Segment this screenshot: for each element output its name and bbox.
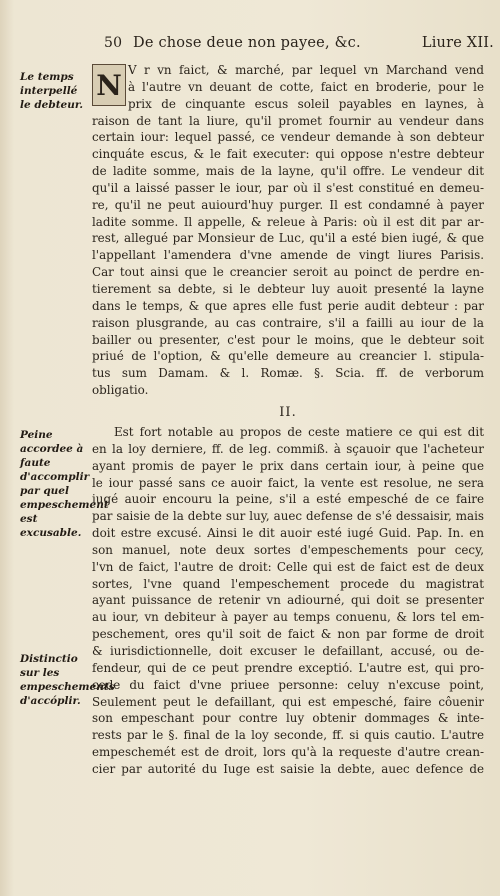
- text-line: cinquáte escus, & le fait executer: qui oppose n'estre debteur: [92, 147, 484, 162]
- text-line: son manuel, note deux sortes d'empeschements pour cecy,: [92, 542, 484, 557]
- text-line: prix de cinquante escus soleil payables en laynes, à: [128, 96, 484, 111]
- text-line: V r vn faict, & marché, par lequel vn Marchand vend: [128, 63, 484, 77]
- text-line: priué de l'option, & qu'elle demeure au creancier l. stipula-: [92, 349, 484, 364]
- text-line: dans le temps, & que apres elle fust perie audit debteur : par: [92, 298, 484, 313]
- text-line: tierement sa debte, si le debteur luy auoit presenté la layne: [92, 281, 484, 296]
- section-number: II.: [279, 405, 297, 420]
- running-title: De chose deue non payee, &c.: [133, 35, 361, 51]
- text-line: tus sum Damam. & l. Romæ. §. Scia. ff. de verborum: [92, 366, 484, 381]
- text-line: rest, allegué par Monsieur de Luc, qu'il a esté bien iugé, & que: [92, 231, 484, 246]
- text-line: empeschemét est de droit, lors qu'à la requeste d'autre crean-: [92, 745, 484, 760]
- text-line: l'appellant l'amendera d'vne amende de vingt liures Parisis.: [92, 248, 484, 263]
- text-line: cede du faict d'vne priuee personne: celuy n'excuse point,: [92, 677, 484, 692]
- drop-cap: N: [92, 64, 126, 106]
- text-line: au iour, vn debiteur à payer au temps conuenu, & lors tel em-: [92, 610, 484, 625]
- text-line: Car tout ainsi que le creancier seroit au poinct de perdre en-: [92, 265, 484, 280]
- text-line: rests par le §. final de la loy seconde, ff. si quis cautio. L'autre: [92, 728, 484, 743]
- paragraph-1: [92, 62, 484, 399]
- text-line: de ladite somme, mais de la layne, qu'il offre. Le vendeur dit: [92, 164, 484, 179]
- text-line: Seulement peut le defaillant, qui est empesché, faire côuenir: [92, 694, 484, 709]
- paragraph-2: [92, 424, 484, 778]
- text-line: bailler ou presenter, c'est pour le moins, que le debteur soit: [92, 332, 484, 347]
- text-line: ladite somme. Il appelle, & releue à Paris: où il est dit par ar-: [92, 214, 484, 229]
- running-head: [104, 35, 494, 51]
- margin-note-1: Le temps interpellé le debteur.: [20, 71, 84, 111]
- text-line: Est fort notable au propos de ceste matiere ce qui est dit: [114, 425, 484, 439]
- text-line: obligatio.: [92, 383, 149, 398]
- text-line: raison de tant la liure, qu'il promet fournir au vendeur dans: [92, 113, 484, 128]
- text-line: re, qu'il ne peut auiourd'huy purger. Il est condamné à payer: [92, 197, 484, 212]
- margin-note-2: Peine accordee à faute d'accomplir par quel empeschement est excusable.: [20, 429, 109, 539]
- text-line: qu'il a laissé passer le iour, par où il s'est constitué en demeu-: [92, 180, 484, 195]
- text-line: peschement, ores qu'il soit de faict & non par forme de droit: [92, 627, 484, 642]
- text-line: sortes, l'vne quand l'empeschement procede du magistrat: [92, 576, 484, 591]
- text-line: iugé auoir encouru la peine, s'il a esté empesché de ce faire: [92, 492, 484, 507]
- text-line: en la loy derniere, ff. de leg. commiß. à sçauoir que l'acheteur: [92, 441, 484, 456]
- text-line: l'vn de faict, l'autre de droit: Celle qui est de faict est de deux: [92, 559, 484, 574]
- text-line: à l'autre vn deuant de cotte, faict en broderie, pour le: [128, 79, 484, 94]
- book-label: Liure XII.: [421, 35, 494, 51]
- text-line: ayant promis de payer le prix dans certain iour, à peine que: [92, 458, 484, 473]
- page-number: 50: [104, 35, 123, 51]
- text-line: ayant puissance de retenir vn adiourné, qui doit se presenter: [92, 593, 484, 608]
- text-line: raison plusgrande, au cas contraire, s'il a failli au iour de la: [92, 315, 484, 330]
- margin-note-3: Distinctio sur les empeschements d'accóplir.: [20, 653, 115, 707]
- text-line: doit estre excusé. Ainsi le dit auoir esté iugé Guid. Pap. In. en: [92, 526, 484, 541]
- text-line: certain iour: lequel passé, ce vendeur demande à son debteur: [92, 130, 484, 145]
- text-line: cier par autorité du Iuge est saisie la debte, auec defence de: [92, 761, 484, 776]
- text-line: & iurisdictionnelle, doit excuser le defaillant, accusé, ou de-: [92, 643, 484, 658]
- text-line: le iour passé sans ce auoir faict, la vente est resolue, ne sera: [92, 475, 484, 490]
- text-line: fendeur, qui de ce peut prendre exceptió. L'autre est, qui pro-: [92, 660, 484, 675]
- text-line: par saisie de la debte sur luy, auec defense de s'é dessaisir, mais: [92, 509, 484, 524]
- text-line: son empeschant pour contre luy obtenir dommages & inte-: [92, 711, 484, 726]
